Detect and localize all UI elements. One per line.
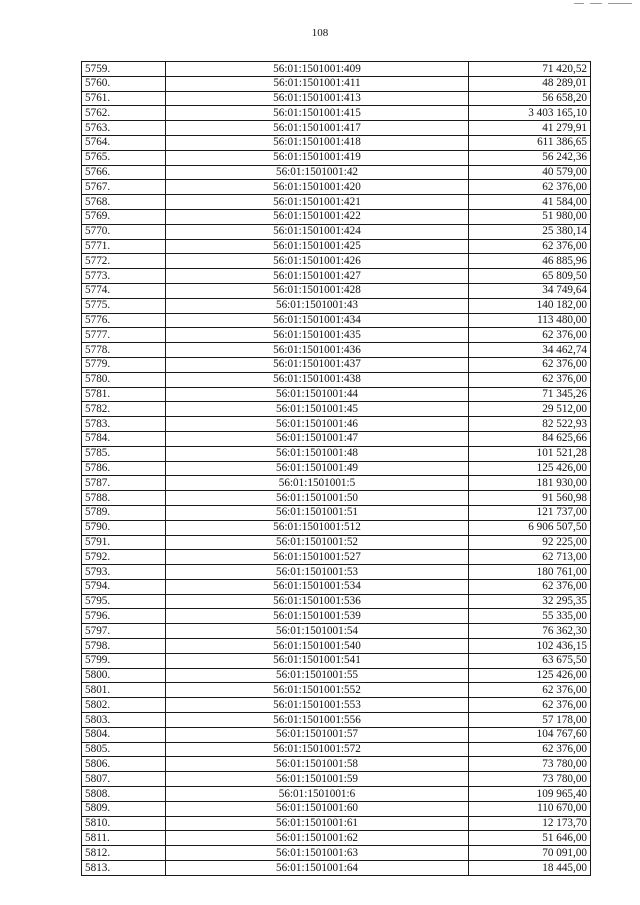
value-amount-cell: 56 242,36 [469, 150, 591, 165]
row-number-cell: 5764. [82, 135, 166, 150]
table-row [82, 535, 591, 550]
table-row [82, 727, 591, 742]
value-amount-cell: 62 713,00 [469, 550, 591, 565]
value-amount-cell: 62 376,00 [469, 328, 591, 343]
table-row [82, 476, 591, 491]
cadastral-number-cell: 56:01:1501001:572 [166, 742, 469, 757]
cadastral-number-cell: 56:01:1501001:44 [166, 387, 469, 402]
table-row [82, 195, 591, 210]
row-number-cell: 5784. [82, 431, 166, 446]
value-amount-cell: 140 182,00 [469, 298, 591, 313]
table-row [82, 298, 591, 313]
row-number-cell: 5763. [82, 121, 166, 136]
value-amount-cell: 62 376,00 [469, 357, 591, 372]
row-number-cell: 5785. [82, 446, 166, 461]
row-number-cell: 5799. [82, 653, 166, 668]
cadastral-number-cell: 56:01:1501001:59 [166, 772, 469, 787]
row-number-cell: 5812. [82, 846, 166, 861]
cadastral-number-cell: 56:01:1501001:63 [166, 846, 469, 861]
table-body [82, 62, 591, 876]
row-number-cell: 5808. [82, 787, 166, 802]
row-number-cell: 5795. [82, 594, 166, 609]
value-amount-cell: 110 670,00 [469, 801, 591, 816]
value-amount-cell: 113 480,00 [469, 313, 591, 328]
cadastral-number-cell: 56:01:1501001:57 [166, 727, 469, 742]
cadastral-number-cell: 56:01:1501001:425 [166, 239, 469, 254]
value-amount-cell: 57 178,00 [469, 713, 591, 728]
cadastral-number-cell: 56:01:1501001:45 [166, 402, 469, 417]
table-row [82, 653, 591, 668]
row-number-cell: 5806. [82, 757, 166, 772]
value-amount-cell: 62 376,00 [469, 742, 591, 757]
row-number-cell: 5797. [82, 624, 166, 639]
cadastral-number-cell: 56:01:1501001:53 [166, 565, 469, 580]
row-number-cell: 5780. [82, 372, 166, 387]
cadastral-number-cell: 56:01:1501001:60 [166, 801, 469, 816]
cadastral-number-cell: 56:01:1501001:47 [166, 431, 469, 446]
table-row [82, 357, 591, 372]
cadastral-number-cell: 56:01:1501001:413 [166, 91, 469, 106]
cadastral-number-cell: 56:01:1501001:58 [166, 757, 469, 772]
cadastral-number-cell: 56:01:1501001:422 [166, 209, 469, 224]
value-amount-cell: 12 173,70 [469, 816, 591, 831]
row-number-cell: 5759. [82, 62, 166, 77]
row-number-cell: 5802. [82, 698, 166, 713]
value-amount-cell: 84 625,66 [469, 431, 591, 446]
cadastral-number-cell: 56:01:1501001:420 [166, 180, 469, 195]
value-amount-cell: 73 780,00 [469, 772, 591, 787]
table-row [82, 757, 591, 772]
table-row [82, 787, 591, 802]
row-number-cell: 5793. [82, 565, 166, 580]
value-amount-cell: 76 362,30 [469, 624, 591, 639]
table-row [82, 431, 591, 446]
table-row [82, 846, 591, 861]
table-row [82, 150, 591, 165]
value-amount-cell: 63 675,50 [469, 653, 591, 668]
row-number-cell: 5762. [82, 106, 166, 121]
cadastral-number-cell: 56:01:1501001:541 [166, 653, 469, 668]
table-row [82, 372, 591, 387]
table-row [82, 254, 591, 269]
table-row [82, 594, 591, 609]
row-number-cell: 5800. [82, 668, 166, 683]
row-number-cell: 5761. [82, 91, 166, 106]
table-row [82, 742, 591, 757]
value-amount-cell: 101 521,28 [469, 446, 591, 461]
row-number-cell: 5787. [82, 476, 166, 491]
table-row [82, 209, 591, 224]
value-amount-cell: 62 376,00 [469, 698, 591, 713]
table-row [82, 609, 591, 624]
cadastral-number-cell: 56:01:1501001:540 [166, 639, 469, 654]
cadastral-number-cell: 56:01:1501001:415 [166, 106, 469, 121]
row-number-cell: 5765. [82, 150, 166, 165]
cadastral-number-cell: 56:01:1501001:6 [166, 787, 469, 802]
row-number-cell: 5801. [82, 683, 166, 698]
table-row [82, 62, 591, 77]
row-number-cell: 5774. [82, 283, 166, 298]
row-number-cell: 5809. [82, 801, 166, 816]
cadastral-number-cell: 56:01:1501001:437 [166, 357, 469, 372]
value-amount-cell: 181 930,00 [469, 476, 591, 491]
value-amount-cell: 62 376,00 [469, 239, 591, 254]
cadastral-number-cell: 56:01:1501001:438 [166, 372, 469, 387]
row-number-cell: 5776. [82, 313, 166, 328]
row-number-cell: 5771. [82, 239, 166, 254]
table-row [82, 550, 591, 565]
value-amount-cell: 102 436,15 [469, 639, 591, 654]
value-amount-cell: 55 335,00 [469, 609, 591, 624]
row-number-cell: 5794. [82, 579, 166, 594]
table-row [82, 491, 591, 506]
cadastral-number-cell: 56:01:1501001:55 [166, 668, 469, 683]
cadastral-number-cell: 56:01:1501001:51 [166, 505, 469, 520]
row-number-cell: 5781. [82, 387, 166, 402]
cadastral-number-cell: 56:01:1501001:411 [166, 76, 469, 91]
value-amount-cell: 25 380,14 [469, 224, 591, 239]
value-amount-cell: 62 376,00 [469, 579, 591, 594]
table-row [82, 239, 591, 254]
cadastral-number-cell: 56:01:1501001:42 [166, 165, 469, 180]
cadastral-number-cell: 56:01:1501001:534 [166, 579, 469, 594]
row-number-cell: 5782. [82, 402, 166, 417]
cadastral-number-cell: 56:01:1501001:435 [166, 328, 469, 343]
table-row [82, 180, 591, 195]
cadastral-number-cell: 56:01:1501001:428 [166, 283, 469, 298]
row-number-cell: 5791. [82, 535, 166, 550]
cadastral-number-cell: 56:01:1501001:436 [166, 343, 469, 358]
value-amount-cell: 91 560,98 [469, 491, 591, 506]
cadastral-number-cell: 56:01:1501001:46 [166, 417, 469, 432]
table-row [82, 565, 591, 580]
table-row [82, 461, 591, 476]
cadastral-number-cell: 56:01:1501001:62 [166, 831, 469, 846]
value-amount-cell: 51 646,00 [469, 831, 591, 846]
cadastral-number-cell: 56:01:1501001:5 [166, 476, 469, 491]
cadastral-number-cell: 56:01:1501001:536 [166, 594, 469, 609]
value-amount-cell: 34 462,74 [469, 343, 591, 358]
cadastral-number-cell: 56:01:1501001:48 [166, 446, 469, 461]
cadastral-number-cell: 56:01:1501001:552 [166, 683, 469, 698]
value-amount-cell: 92 225,00 [469, 535, 591, 550]
table-row [82, 165, 591, 180]
table-row [82, 816, 591, 831]
value-amount-cell: 62 376,00 [469, 180, 591, 195]
value-amount-cell: 121 737,00 [469, 505, 591, 520]
row-number-cell: 5811. [82, 831, 166, 846]
cadastral-number-cell: 56:01:1501001:61 [166, 816, 469, 831]
row-number-cell: 5798. [82, 639, 166, 654]
table-row [82, 328, 591, 343]
value-amount-cell: 29 512,00 [469, 402, 591, 417]
cadastral-number-cell: 56:01:1501001:43 [166, 298, 469, 313]
table-row [82, 713, 591, 728]
value-amount-cell: 109 965,40 [469, 787, 591, 802]
value-amount-cell: 46 885,96 [469, 254, 591, 269]
cadastral-number-cell: 56:01:1501001:553 [166, 698, 469, 713]
cadastral-number-cell: 56:01:1501001:434 [166, 313, 469, 328]
table-row [82, 417, 591, 432]
value-amount-cell: 125 426,00 [469, 461, 591, 476]
cadastral-number-cell: 56:01:1501001:512 [166, 520, 469, 535]
row-number-cell: 5767. [82, 180, 166, 195]
row-number-cell: 5769. [82, 209, 166, 224]
cadastral-number-cell: 56:01:1501001:424 [166, 224, 469, 239]
row-number-cell: 5796. [82, 609, 166, 624]
cadastral-number-cell: 56:01:1501001:527 [166, 550, 469, 565]
cadastral-number-cell: 56:01:1501001:427 [166, 269, 469, 284]
value-amount-cell: 48 289,01 [469, 76, 591, 91]
row-number-cell: 5768. [82, 195, 166, 210]
table-row [82, 861, 591, 876]
value-amount-cell: 71 345,26 [469, 387, 591, 402]
cadastral-number-cell: 56:01:1501001:418 [166, 135, 469, 150]
value-amount-cell: 32 295,35 [469, 594, 591, 609]
cadastral-number-cell: 56:01:1501001:54 [166, 624, 469, 639]
table-row [82, 624, 591, 639]
value-amount-cell: 73 780,00 [469, 757, 591, 772]
row-number-cell: 5775. [82, 298, 166, 313]
row-number-cell: 5789. [82, 505, 166, 520]
value-amount-cell: 18 445,00 [469, 861, 591, 876]
value-amount-cell: 51 980,00 [469, 209, 591, 224]
row-number-cell: 5786. [82, 461, 166, 476]
row-number-cell: 5770. [82, 224, 166, 239]
row-number-cell: 5803. [82, 713, 166, 728]
value-amount-cell: 40 579,00 [469, 165, 591, 180]
row-number-cell: 5777. [82, 328, 166, 343]
value-amount-cell: 71 420,52 [469, 62, 591, 77]
value-amount-cell: 125 426,00 [469, 668, 591, 683]
row-number-cell: 5792. [82, 550, 166, 565]
cadastral-number-cell: 56:01:1501001:417 [166, 121, 469, 136]
value-amount-cell: 65 809,50 [469, 269, 591, 284]
table-row [82, 343, 591, 358]
cadastral-value-table [81, 61, 591, 876]
table-row [82, 668, 591, 683]
value-amount-cell: 62 376,00 [469, 683, 591, 698]
cadastral-number-cell: 56:01:1501001:409 [166, 62, 469, 77]
row-number-cell: 5778. [82, 343, 166, 358]
table-row [82, 683, 591, 698]
table-row [82, 579, 591, 594]
table-row [82, 446, 591, 461]
cadastral-number-cell: 56:01:1501001:556 [166, 713, 469, 728]
row-number-cell: 5805. [82, 742, 166, 757]
table-row [82, 772, 591, 787]
row-number-cell: 5766. [82, 165, 166, 180]
value-amount-cell: 611 386,65 [469, 135, 591, 150]
value-amount-cell: 3 403 165,10 [469, 106, 591, 121]
table-row [82, 505, 591, 520]
cadastral-number-cell: 56:01:1501001:419 [166, 150, 469, 165]
table-row [82, 269, 591, 284]
value-amount-cell: 41 279,91 [469, 121, 591, 136]
table-row [82, 698, 591, 713]
row-number-cell: 5813. [82, 861, 166, 876]
value-amount-cell: 82 522,93 [469, 417, 591, 432]
row-number-cell: 5783. [82, 417, 166, 432]
row-number-cell: 5810. [82, 816, 166, 831]
cadastral-number-cell: 56:01:1501001:52 [166, 535, 469, 550]
table-row [82, 121, 591, 136]
table-row [82, 135, 591, 150]
cadastral-number-cell: 56:01:1501001:64 [166, 861, 469, 876]
scan-corner-marks [574, 3, 634, 6]
table-row [82, 76, 591, 91]
cadastral-number-cell: 56:01:1501001:49 [166, 461, 469, 476]
cadastral-number-cell: 56:01:1501001:426 [166, 254, 469, 269]
table-row [82, 831, 591, 846]
value-amount-cell: 104 767,60 [469, 727, 591, 742]
value-amount-cell: 180 761,00 [469, 565, 591, 580]
cadastral-number-cell: 56:01:1501001:421 [166, 195, 469, 210]
table-row [82, 224, 591, 239]
value-amount-cell: 70 091,00 [469, 846, 591, 861]
table-row [82, 801, 591, 816]
page-number: 108 [311, 27, 329, 39]
row-number-cell: 5807. [82, 772, 166, 787]
table-row [82, 283, 591, 298]
value-amount-cell: 6 906 507,50 [469, 520, 591, 535]
row-number-cell: 5790. [82, 520, 166, 535]
value-amount-cell: 62 376,00 [469, 372, 591, 387]
row-number-cell: 5760. [82, 76, 166, 91]
table-row [82, 313, 591, 328]
row-number-cell: 5779. [82, 357, 166, 372]
row-number-cell: 5773. [82, 269, 166, 284]
row-number-cell: 5772. [82, 254, 166, 269]
value-amount-cell: 56 658,20 [469, 91, 591, 106]
table-row [82, 402, 591, 417]
table-row [82, 91, 591, 106]
table-row [82, 106, 591, 121]
cadastral-number-cell: 56:01:1501001:50 [166, 491, 469, 506]
table-row [82, 387, 591, 402]
value-amount-cell: 34 749,64 [469, 283, 591, 298]
table-row [82, 520, 591, 535]
row-number-cell: 5804. [82, 727, 166, 742]
table-row [82, 639, 591, 654]
value-amount-cell: 41 584,00 [469, 195, 591, 210]
cadastral-number-cell: 56:01:1501001:539 [166, 609, 469, 624]
row-number-cell: 5788. [82, 491, 166, 506]
